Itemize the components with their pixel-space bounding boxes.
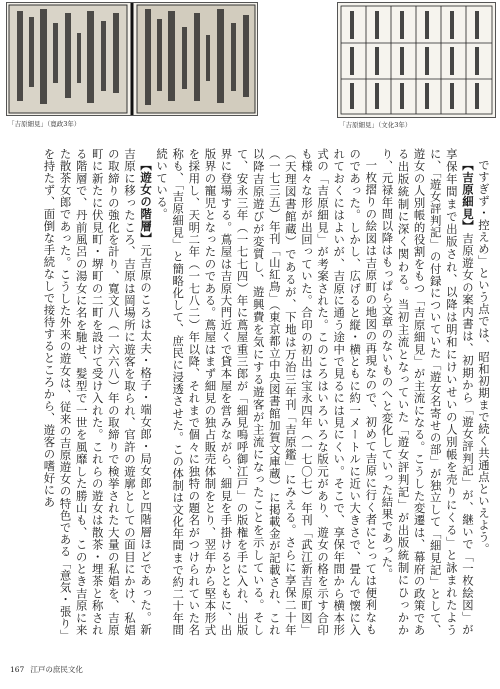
paragraph-text: 吉原遊女の案内書は、初期から「遊女評判記」が、継いで「一枚絵図」が享保年間まで出版され、以降は明和にけいせいの人別帳を売りにくる」と詠まれたように、「遊女評判記」の付録についていた「遊女名寄せの部」が独立して「細見記」として、遊女の人別帳的役割をもつ「吉原細見」が主流になる。こうした変遷は、幕府の政策である出版統制に深く関わる。当初主流となっていた「遊女評判記」が出版統制にひっかかり、元禄年間以降はもっぱら文章のないものへと変化していった結果であった。: [380, 148, 475, 636]
section-heading: 【吉原細見】: [460, 159, 475, 233]
paragraph: [379, 148, 476, 636]
page-footer: [10, 664, 89, 675]
running-title: 江戸の庶民文化: [30, 665, 83, 674]
paragraph: [154, 148, 379, 636]
woodblock-print-image: [7, 3, 257, 115]
figure-caption: 「吉原細見」（寛政3年）: [8, 120, 81, 128]
paragraph: [41, 148, 154, 636]
paragraph-text: 一枚摺りの絵図は吉原町の地図の再現なので、初めて吉原に行く者にとっては便利なものであった。しかし、広げると縦・横ともに約一メートルに近い大きさで、畳んで懐に入れておくにはよいが、吉原に通う途中で見るには見にくい。そこで、享保年間から横本形式の「吉原細見」が考案された。このころはいろいろな版元があり、遊女の格を示す合印も様々な形が出回っていた。合印の初出は宝永四年（一七〇七）年刊「武江新吉原町図」（天理図書館蔵）であるが、下地は万治三年刊「吉原鑑」にみえる。さらに享保二十年（一七三五）年刊「山紅鳥」（東京都立中央図書館加賀文庫蔵）に掲載金が記載され、これ以降吉原遊びが変質し、遊興費を気にする遊客が主流になったことを示している。そして、安永三年（一七七四）年に蔦屋重三郎が「細見嗚呼御江戸」の版権を手に入れ、出版界に登場する。蔦屋は吉原大門近くで貸本屋を営みながら、細見を手掛けるとともに、出版界の寵児となったのである。蔦屋はまず細見の独占販売体制をとり、翌年から堅本形式を採用し、天明二年（一七八二）年以降、それまで個々に独特の題名がつけられていた名称も、「吉原細見」と簡略化して、庶民に浸透させた。この体制は文化年間まで約二十年間続いている。: [155, 148, 379, 636]
section-heading: 【遊女の階層】: [139, 159, 154, 245]
page-number: 167: [10, 665, 25, 674]
figure-caption: 「吉原細見」（文化3年）: [339, 121, 412, 129]
body-text: [10, 148, 492, 636]
paragraph: [476, 148, 492, 636]
figure-yoshiwara-saiken-bunka: [337, 2, 496, 118]
woodblock-print-image: [338, 3, 495, 117]
paragraph-text: 元吉原のころは太夫・格子・端女郎・局女郎と四階層ほどであった。新吉原に移ったころ、吉原は岡場所に遊客を取られ、官許の遊廓としての面目にかけ、私娼の取締りの強化を計り、寛文八（一六六八）年の取締りで検挙された大量の私娼を、吉原町に新たに伏見町・堺町の二町を設けて受け入れた。これらの遊女は散茶・埋茶と称される階層で、丹前風呂の湯女に名を馳せ、髪型で一世を風靡した勝山も、このとき吉原に来た散茶女郎であった。こうした外来の遊女は、従来の吉原遊女の特色である「意気・張り」を持たず、面倒な手続なしで接待するところから、遊客の嗜好にあ: [42, 148, 154, 636]
paragraph-text: ですぎず・控えめ」という点では、昭和初期まで続く共通点といえよう。: [477, 159, 491, 556]
figure-yoshiwara-saiken-kansei: [6, 2, 258, 116]
